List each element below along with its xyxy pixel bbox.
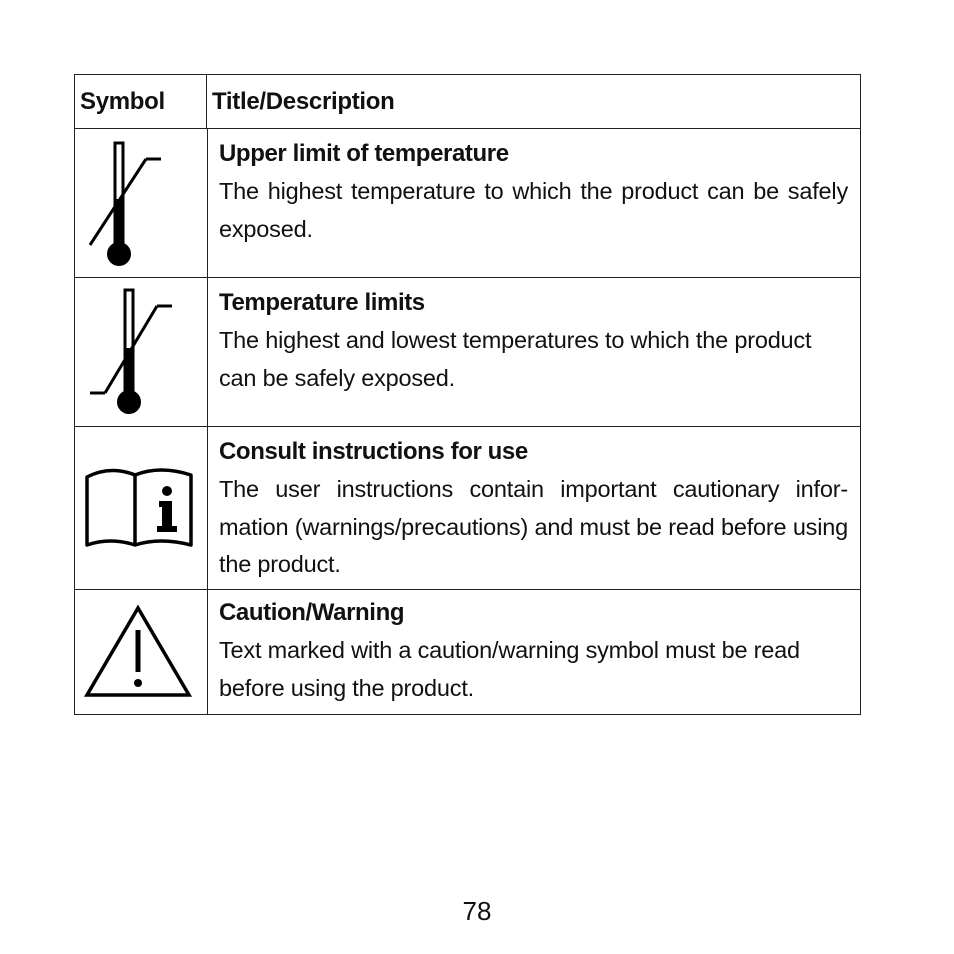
item-title: Caution/Warning — [219, 599, 405, 626]
temperature-limits-icon — [75, 278, 207, 426]
symbol-cell — [75, 129, 208, 277]
item-description: The highest temperature to which the product can be safely exposed. — [219, 178, 848, 242]
symbol-table — [74, 74, 861, 715]
symbol-cell — [75, 427, 208, 589]
table-row — [75, 128, 860, 277]
item-description: Text marked with a caution/warning symbol must be read before using the product. — [219, 637, 800, 701]
description-cell — [208, 590, 860, 714]
item-title: Upper limit of temperature — [219, 140, 509, 167]
item-title: Consult instructions for use — [219, 438, 528, 465]
consult-instructions-icon — [75, 427, 207, 589]
upper-temperature-limit-icon — [75, 129, 207, 277]
table-row — [75, 589, 860, 714]
table-header-row — [75, 75, 860, 128]
item-description: The highest and lowest temperatures to which the product can be safely exposed. — [219, 327, 812, 391]
symbol-cell — [75, 590, 208, 714]
table-row — [75, 426, 860, 589]
table-row — [75, 277, 860, 426]
item-description: The user instructions contain important cautionary infor-mation (warnings/precautions) and must be read before using the product. — [219, 476, 848, 577]
description-cell — [208, 129, 860, 277]
header-description-label: Title/Description — [212, 87, 395, 115]
page-number: 78 — [462, 896, 492, 926]
item-title: Temperature limits — [219, 289, 425, 316]
symbol-cell — [75, 278, 208, 426]
description-cell — [208, 427, 860, 589]
description-cell — [208, 278, 860, 426]
header-symbol-label: Symbol — [75, 75, 207, 128]
caution-warning-icon — [75, 590, 207, 714]
